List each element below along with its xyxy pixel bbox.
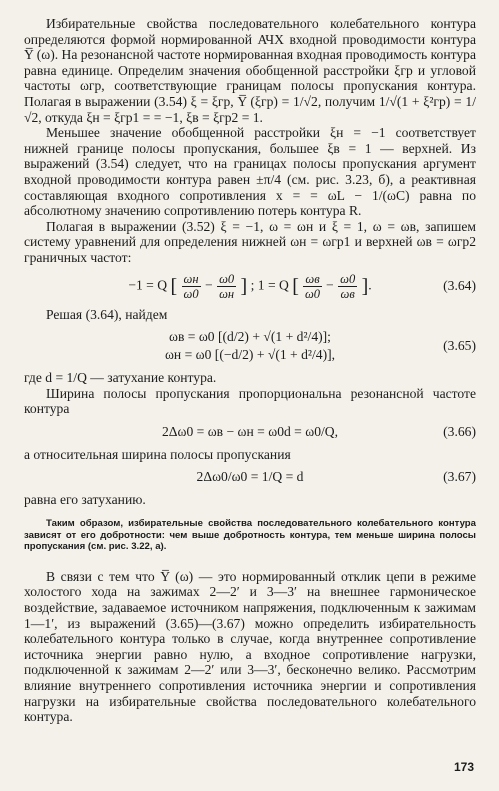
summary-paragraph: Таким образом, избирательные свойства последовательного колебательного контура зависят от его добротности: чем выше добротность контура, тем меньше ширина полосы пропускания (см. рис. 3.22, а). — [24, 518, 476, 553]
fraction: $\frac{\omega 0}{\omega н}$ — [219, 271, 235, 301]
equation-3-64: −1 = Q [ $\frac{\omega н}{\omega 0}$ − $\frac{\omega 0}{\omega н}$ ] ; 1 = Q [ $\frac{\omega в}{\omega 0}$ − $\frac{\omega 0}{\omega в}$ ]. (3.64) — [128, 271, 476, 301]
equation-number: (3.67) — [443, 469, 476, 485]
page — [24, 16, 476, 774]
paragraph-1: Избирательные свойства последовательного колебательного контура определяются формой нормированной АЧХ входной проводимости контура Y̅ (ω). На резонансной частоте нормированная входная проводимость контура равна единице. Определим значения обобщенной расстройки ξгр и угловой частоты ωгр, соответствующие границам полосы пропускания контура. Полагая в выражении (3.54) ξ = ξгр, Y̅ (ξгр) = 1/√2, получим 1/√(1 + ξ²гр) = 1/√2, откуда ξн = ξгр1 = = −1, ξв = ξгр2 = 1. — [24, 16, 476, 125]
equation-3-65 — [24, 328, 476, 364]
paragraph-4: Решая (3.64), найдем — [46, 306, 168, 322]
fraction: $\frac{\omega н}{\omega 0}$ — [183, 271, 199, 301]
equation-3-67: 2Δω0/ω0 = 1/Q = d (3.67) — [196, 469, 476, 485]
fraction: $\frac{\omega в}{\omega 0}$ — [304, 271, 321, 301]
page-number: 173 — [453, 760, 474, 774]
paragraph-8: равна его затуханию. — [24, 492, 146, 508]
eq-line: ωв = ω0 [(d/2) + √(1 + d²/4)]; — [169, 329, 331, 345]
eq-line: ωн = ω0 [(−d/2) + √(1 + d²/4)], — [164, 347, 336, 363]
eq-left: −1 = Q — [128, 277, 168, 293]
fraction: $\frac{\omega 0}{\omega в}$ — [340, 271, 356, 301]
equation-3-66: 2Δω0 = ωв − ωн = ω0d = ω0/Q, (3.66) — [161, 423, 476, 439]
eq-mid: ; 1 = Q — [250, 277, 289, 293]
paragraph-3: Полагая в выражении (3.52) ξ = −1, ω = ωн и ξ = 1, ω = ωв, запишем систему уравнений для определения нижней ωн = ωгр1 и верхней ωв = ωгр2 граничных частот: — [24, 218, 476, 265]
paragraph-2: Меньшее значение обобщенной расстройки ξн = −1 соответствует нижней границе полосы пропускания, большее ξв = 1 — верхней. Из выражений (3.54) следует, что на границах полосы пропускания аргумент входной проводимости контура равен ±π/4 (см. рис. 3.23, б), а реактивная составляющая входного сопротивления x = = ωL − 1/(ωC) равна по абсолютному значению сопротивлению потерь контура R. — [24, 125, 476, 219]
closing-paragraph: В связи с тем что Y̅ (ω) — это нормированный отклик цепи в режиме холостого хода на зажимах 2—2′ и 3—3′ на внешнее гармоническое воздействие, задаваемое источником напряжения, подключенным к зажимам 1—1′, из выражений (3.65)—(3.67) можно определить избирательность колебательного контура только в случае, когда внутреннее сопротивление источника энергии равно нулю, а входное сопротивление нагрузки, подключенной к зажимам 2—2′ или 3—3′, бесконечно велико. Рассмотрим влияние внутреннего сопротивления источника энергии и сопротивления нагрузки на избирательные свойства последовательного колебательного контура. — [24, 568, 476, 725]
equation-number: (3.66) — [443, 423, 476, 439]
equation-number: (3.64) — [443, 278, 476, 293]
paragraph-6: Ширина полосы пропускания пропорциональна резонансной частоте контура — [24, 385, 476, 417]
equation-number: (3.65) — [443, 338, 476, 354]
paragraph-5: где d = 1/Q — затухание контура. — [24, 370, 217, 386]
paragraph-7: а относительная ширина полосы пропускания — [24, 446, 291, 462]
